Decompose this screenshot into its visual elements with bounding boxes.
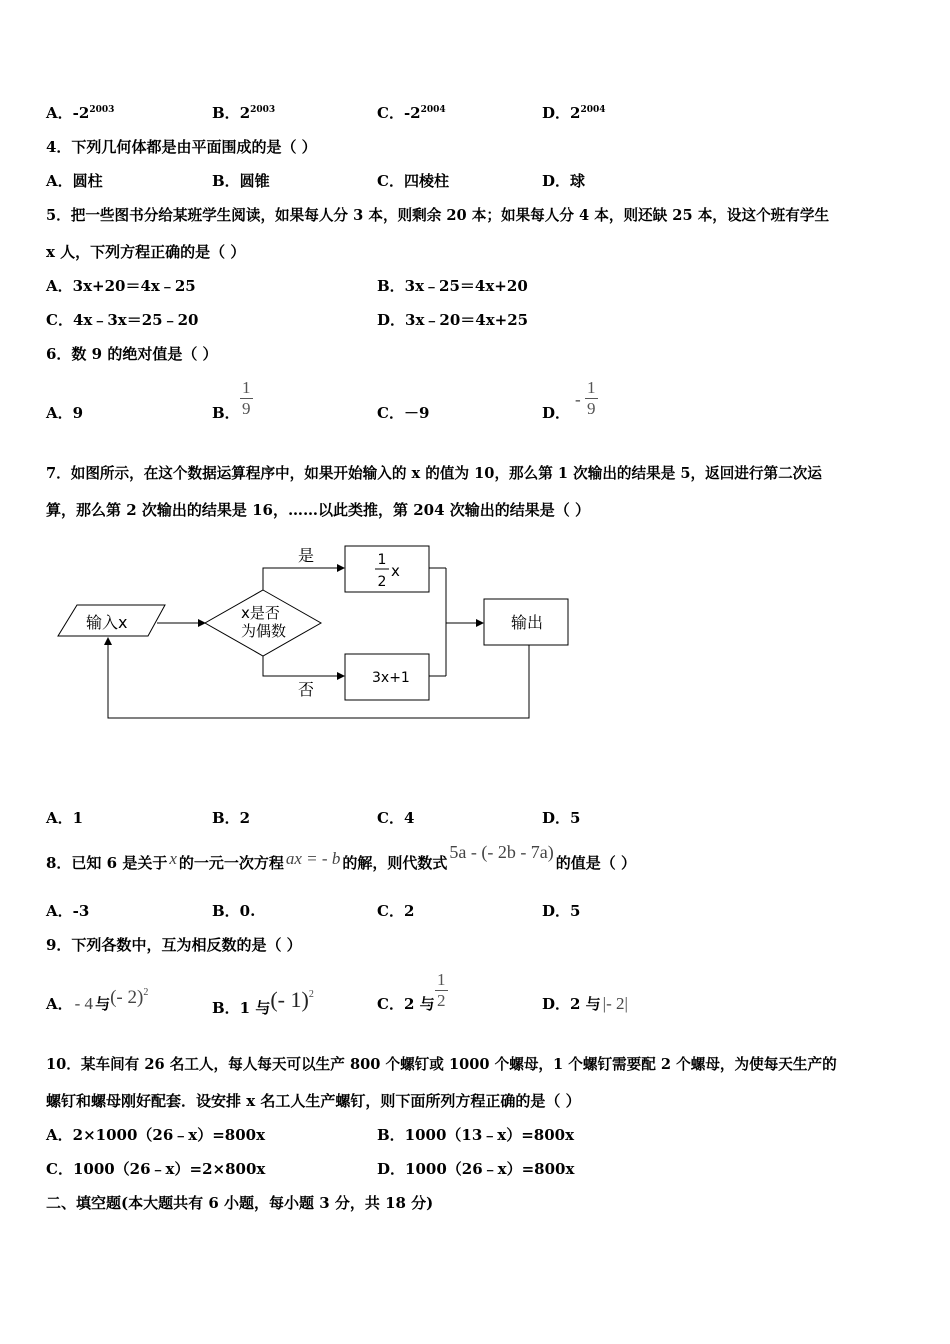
q4-options xyxy=(46,170,926,192)
q10-stem-line1: 10．某车间有 26 名工人，每人每天可以生产 800 个螺钉或 1000 个螺母，1 个螺钉需要配 2 个螺母，为使每天生产的 xyxy=(46,1056,837,1073)
flow-arrow-no xyxy=(263,656,344,676)
q9-stem: 9．下列各数中，互为相反数的是（ ） xyxy=(46,936,302,954)
q8-option-d: D．5 xyxy=(542,902,581,920)
q7-stem-line1: 7．如图所示，在这个数据运算程序中，如果开始输入的 x 的值为 10，那么第 1 次输出的结果是 5，返回进行第二次运 xyxy=(46,465,822,482)
q6-stem: 6．数 9 的绝对值是（ ） xyxy=(46,345,218,363)
q5-options-row2 xyxy=(46,309,926,331)
q6-option-a: A．9 xyxy=(46,404,84,422)
flow-yes-denominator: 2 xyxy=(377,574,387,590)
q5-options-row1 xyxy=(46,275,926,297)
q6-d-fraction: $\frac{1}{9}$ xyxy=(587,378,596,418)
q7-option-c: C．4 xyxy=(377,809,415,827)
q4-stem: 4．下列几何体都是由平面围成的是（ ） xyxy=(46,138,317,156)
q3-option-b: B．$2^{2003}$ xyxy=(212,104,276,122)
q7-option-b: B．2 xyxy=(212,809,251,827)
q8-option-b: B．0. xyxy=(212,902,256,920)
flow-condition-line2: 为偶数 xyxy=(241,622,287,640)
q10-options-row2 xyxy=(46,1158,926,1180)
q8-options xyxy=(46,900,926,922)
flow-no-expression: 3x+1 xyxy=(372,670,410,686)
q8-option-c: C．2 xyxy=(377,902,415,920)
q3-option-d: D．$2^{2004}$ xyxy=(542,104,606,122)
q6-option-b: B． xyxy=(212,404,240,422)
flow-condition-line1: x是否 xyxy=(241,604,280,622)
q7-stem-line2: 算，那么第 2 次输出的结果是 16，……以此类推，第 204 次输出的结果是（ ） xyxy=(46,501,590,519)
q6-d-sign: - xyxy=(575,390,581,409)
q9-c-fraction: $\frac{1}{2}$ xyxy=(437,970,446,1010)
q5-option-a: A．3x+20＝4x﹣25 xyxy=(46,277,196,295)
q4-option-c: C．四棱柱 xyxy=(377,172,449,190)
q6-option-c: C．－9 xyxy=(377,404,430,422)
q10-stem-line2: 螺钉和螺母刚好配套．设安排 x 名工人生产螺钉，则下面所列方程正确的是（ ） xyxy=(46,1092,581,1110)
q9-option-a: A． - 4 与(- 2)$^2$ xyxy=(46,987,149,1013)
q10-option-d: D．1000（26﹣x）=800x xyxy=(377,1160,575,1178)
flow-output-label: 输出 xyxy=(511,613,544,632)
flow-yes-variable: x xyxy=(391,562,400,580)
q5-stem-line1: 5．把一些图书分给某班学生阅读，如果每人分 3 本，则剩余 20 本；如果每人分 4 本，则还缺 25 本，设这个班有学生 xyxy=(46,207,830,224)
section-2-heading: 二、填空题(本大题共有 6 小题，每小题 3 分，共 18 分) xyxy=(46,1194,434,1212)
q10-option-a: A．2×1000（26﹣x）=800x xyxy=(46,1126,266,1144)
flow-yes-label: 是 xyxy=(298,546,315,565)
q8-option-a: A．-3 xyxy=(46,902,90,920)
q7-options xyxy=(46,807,926,829)
q5-option-d: D．3x﹣20＝4x+25 xyxy=(377,311,529,329)
q5-option-b: B．3x﹣25＝4x+20 xyxy=(377,277,528,295)
q10-option-c: C．1000（26﹣x）=2×800x xyxy=(46,1160,266,1178)
q6-b-fraction: $\frac{1}{9}$ xyxy=(242,378,251,418)
q3-option-a: A．$-2^{2003}$ xyxy=(46,104,115,122)
q6-options xyxy=(46,402,926,424)
q10-option-b: B．1000（13﹣x）=800x xyxy=(377,1126,575,1144)
q7-option-a: A．1 xyxy=(46,809,84,827)
q4-option-b: B．圆锥 xyxy=(212,172,270,190)
flow-arrow-loop xyxy=(108,638,529,718)
q7-flowchart xyxy=(0,530,620,730)
q9-option-d: D．2 与 |- 2| xyxy=(542,994,628,1013)
flow-yes-numerator: 1 xyxy=(377,552,387,568)
q4-option-d: D．球 xyxy=(542,172,586,190)
q9-option-c: C．2 与 xyxy=(377,995,435,1013)
q3-options xyxy=(46,102,926,124)
q8-stem: 8．已知 6 是关于 x 的一元一次方程 ax = - b 的解，则代数式5a - (- 2b - 7a)的值是（ ） xyxy=(46,842,637,872)
q3-option-c: C．$-2^{2004}$ xyxy=(377,104,446,122)
flow-no-label: 否 xyxy=(298,680,315,699)
q5-stem-line2: x 人，下列方程正确的是（ ） xyxy=(46,243,246,261)
q4-option-a: A．圆柱 xyxy=(46,172,103,190)
q9-option-b: B．1 与(- 1)$^2$ xyxy=(212,987,314,1017)
q5-option-c: C．4x﹣3x＝25﹣20 xyxy=(46,311,199,329)
q7-option-d: D．5 xyxy=(542,809,581,827)
flow-arrow-yes xyxy=(263,568,344,590)
q6-option-d: D． xyxy=(542,404,571,422)
flow-input-label: 输入x xyxy=(86,613,128,632)
q10-options-row1 xyxy=(46,1124,926,1146)
